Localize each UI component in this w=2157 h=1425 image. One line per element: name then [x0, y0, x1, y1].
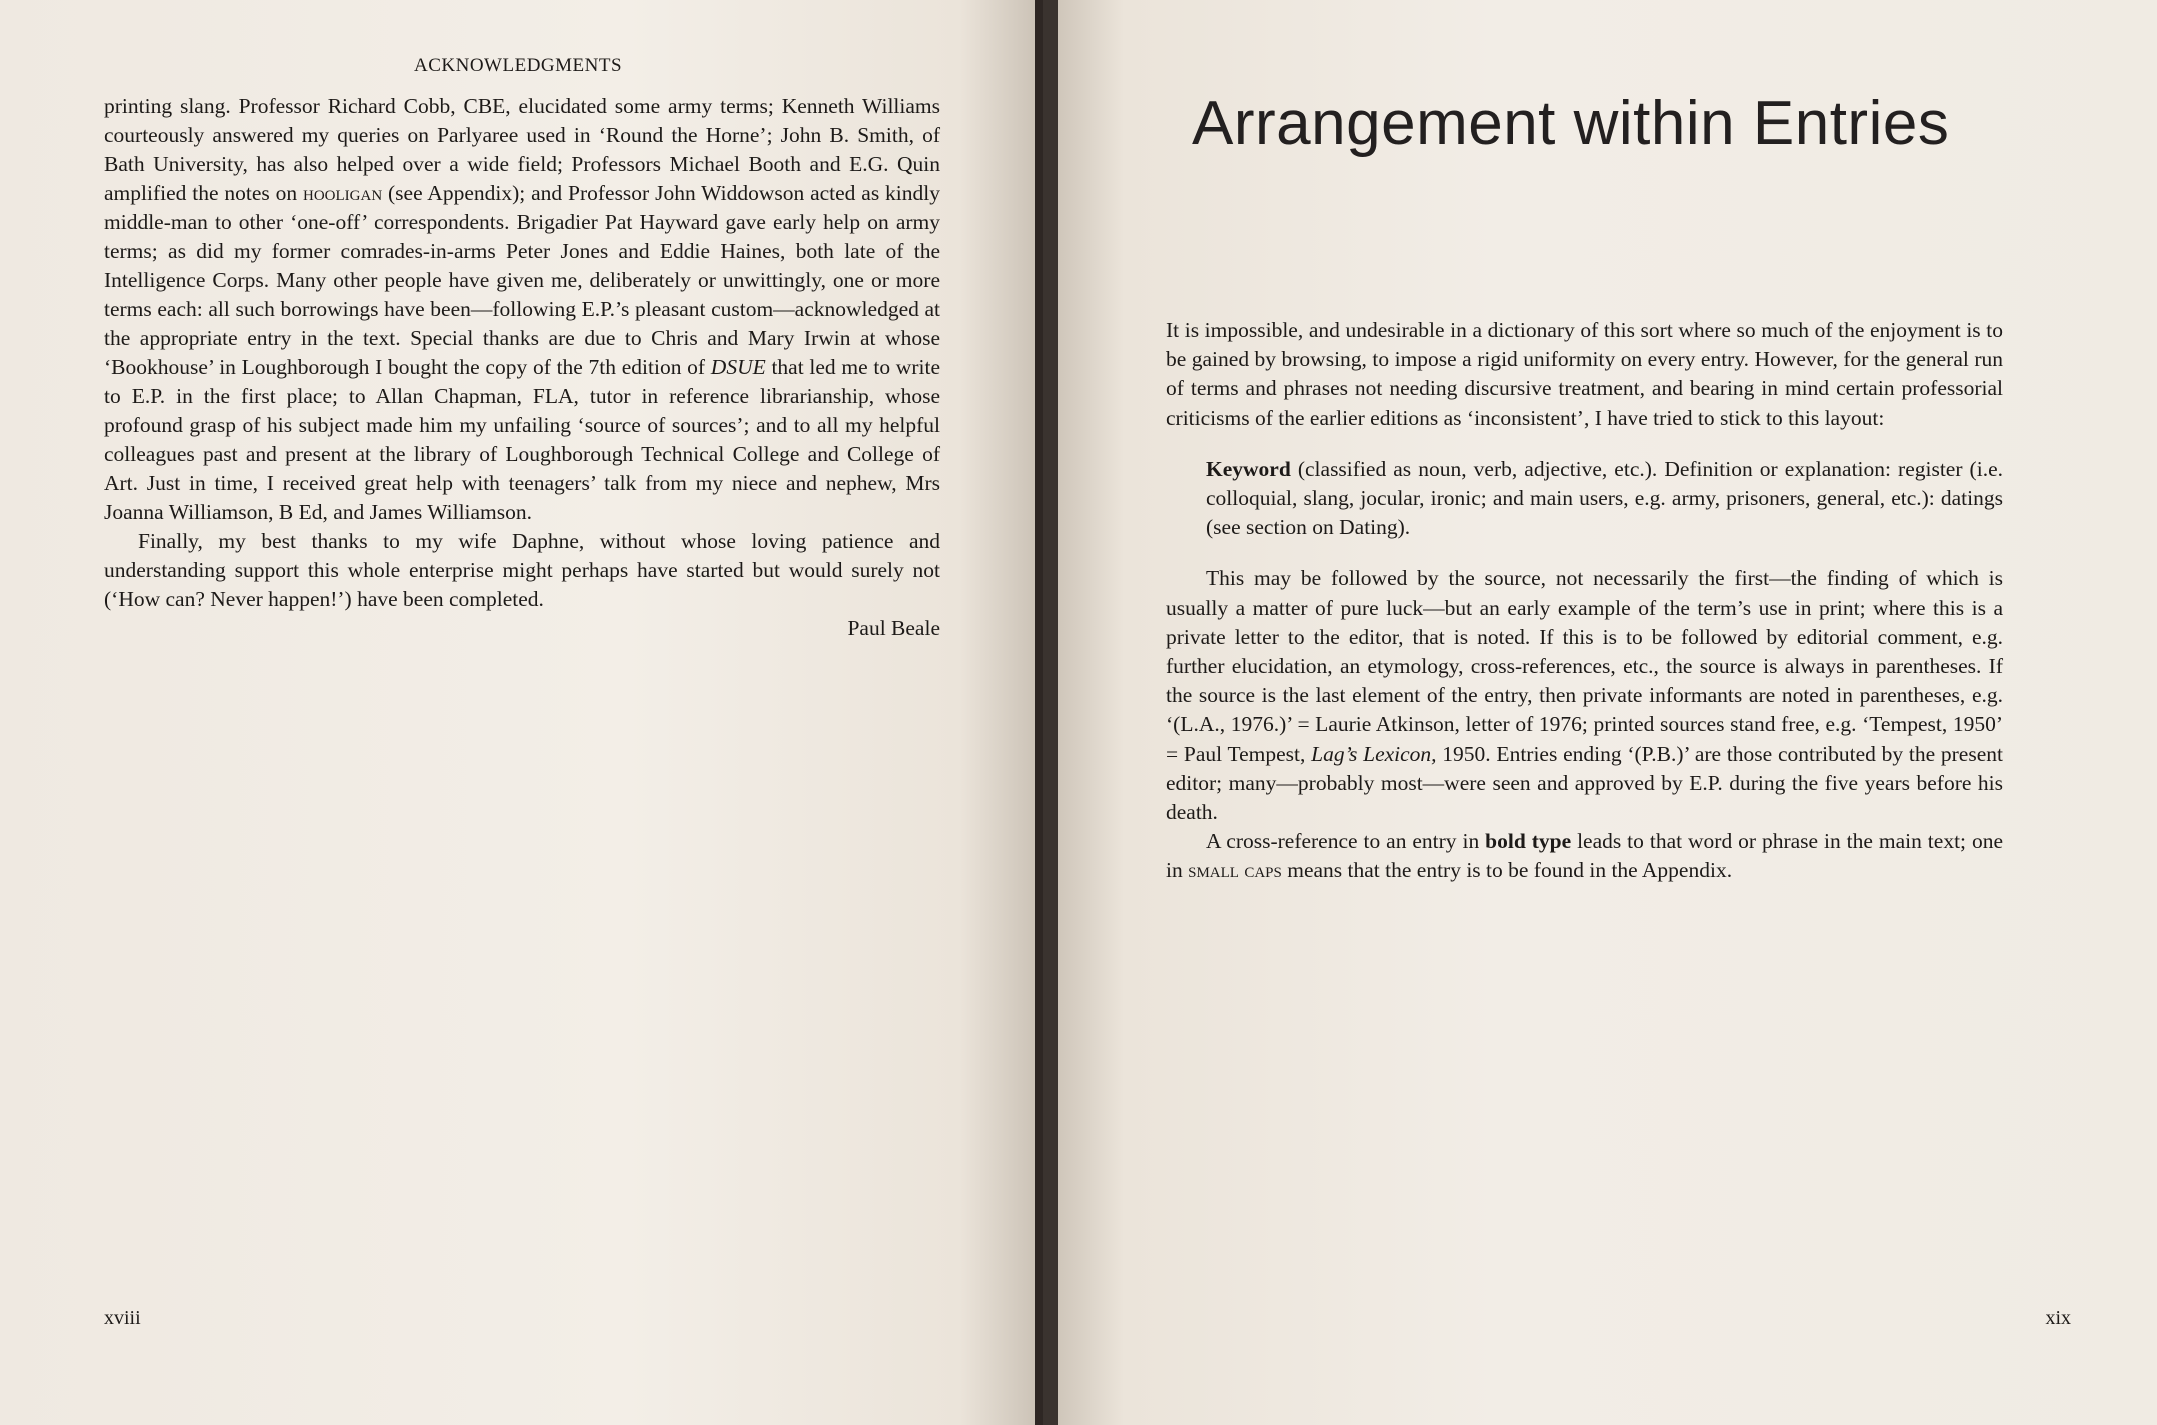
text-run: printing slang. Professor Richard Cobb, CBE, elucidated some army terms; Kenneth Williams courteously answered my queries on Parlyaree used in ‘Round the Horne’; John B. Smith, of Bath University, has also helped over a wide field; Professors Michael Booth and E.G. Quin amplified the notes on	[104, 94, 940, 205]
book-gutter	[1043, 0, 1058, 1425]
text-run: A cross-reference to an entry in	[1206, 829, 1486, 854]
text-run: It is impossible, and undesirable in a dictionary of this sort where so much of the enjoyment is to be gained by browsing, to impose a rigid uniformity on every entry. However, for the general run of terms and phrases not needing discursive treatment, and bearing in mind certain professorial criticisms of the earlier editions as ‘inconsistent’, I have tried to stick to this layout:	[1166, 318, 2003, 430]
signature: Paul Beale	[847, 616, 940, 640]
paragraph-r1	[1166, 316, 2003, 433]
page-number-right: xix	[2045, 1307, 2071, 1329]
italic-text: DSUE	[710, 355, 766, 379]
text-run: This may be followed by the source, not necessarily the first—the finding of which is usually a matter of pure luck—but an early example of the term’s use in print; where this is a private letter to the editor, that is noted. If this is to be followed by editorial comment, e.g. further elucidation, an etymology, cross-references, etc., the source is always in parentheses. If the source is the last element of the entry, then private informants are noted in parentheses, e.g. ‘(L.A., 1976.)’ = Laurie Atkinson, letter of 1976; printed sources stand free, e.g. ‘Tempest, 1950’ = Paul Tempest,	[1166, 566, 2003, 766]
text-run: means that the entry is to be found in the Appendix.	[1281, 858, 1733, 883]
paragraph-r2	[1206, 455, 2003, 543]
page-edge-shadow	[1035, 0, 1043, 1425]
running-head: ACKNOWLEDGMENTS	[414, 55, 623, 76]
paragraph-gap	[1166, 433, 2003, 455]
paragraph-p1	[104, 92, 940, 527]
bold-text: bold type	[1485, 829, 1572, 854]
bold-text: Keyword	[1206, 456, 1291, 481]
text-run: (classified as noun, verb, adjective, etc.). Definition or explanation: register (i.e. colloquial, slang, jocular, ironic; and main users, e.g. army, prisoners, general, etc.): datings (see section on Dating).	[1206, 456, 2003, 540]
small-caps-text: hooligan	[303, 181, 383, 205]
text-run: 1950. Entries ending ‘(P.B.)’ are those contributed by the present editor; many—probably most—were seen and approved by E.P. during the five years before his death.	[1166, 741, 2003, 825]
paragraph-r3	[1166, 564, 2003, 827]
italic-text: Lag’s Lexicon,	[1311, 741, 1437, 766]
left-page-text	[104, 92, 940, 643]
paragraph-p2	[104, 527, 940, 614]
text-run: that led me to write to E.P. in the first place; to Allan Chapman, FLA, tutor in reference librarianship, whose profound grasp of his subject made him my unfailing ‘source of sources’; and to all my helpful colleagues past and present at the library of Loughborough Technical College and College of Art. Just in time, I received great help with teenagers’ talk from my niece and nephew, Mrs Joanna Williamson, B Ed, and James Williamson.	[104, 355, 940, 524]
text-run: (see Appendix); and Professor John Widdowson acted as kindly middle-man to other ‘one-off’ correspondents. Brigadier Pat Hayward gave early help on army terms; as did my former comrades-in-arms Peter Jones and Eddie Haines, both late of the Intelligence Corps. Many other people have given me, deliberately or unwittingly, one or more terms each: all such borrowings have been—following E.P.’s pleasant custom—acknowledged at the appropriate entry in the text. Special thanks are due to Chris and Mary Irwin at whose ‘Bookhouse’ in Loughborough I bought the copy of the 7th edition of	[104, 181, 941, 379]
paragraph-gap	[1166, 542, 2003, 564]
chapter-title: Arrangement within Entries	[1192, 89, 1950, 158]
left-page	[0, 0, 1043, 1425]
paragraph-r4	[1166, 827, 2003, 885]
right-page-text	[1166, 316, 2003, 886]
page-number-left: xviii	[104, 1307, 141, 1329]
text-run: Finally, my best thanks to my wife Daphne, without whose loving patience and understanding support this whole enterprise might perhaps have started but would surely not (‘How can? Never happen!’) have been completed.	[104, 529, 940, 611]
right-page	[1058, 0, 2157, 1425]
small-caps-text: small caps	[1188, 858, 1282, 883]
text-run: leads to that word or phrase in the main text; one in	[1166, 829, 2003, 883]
